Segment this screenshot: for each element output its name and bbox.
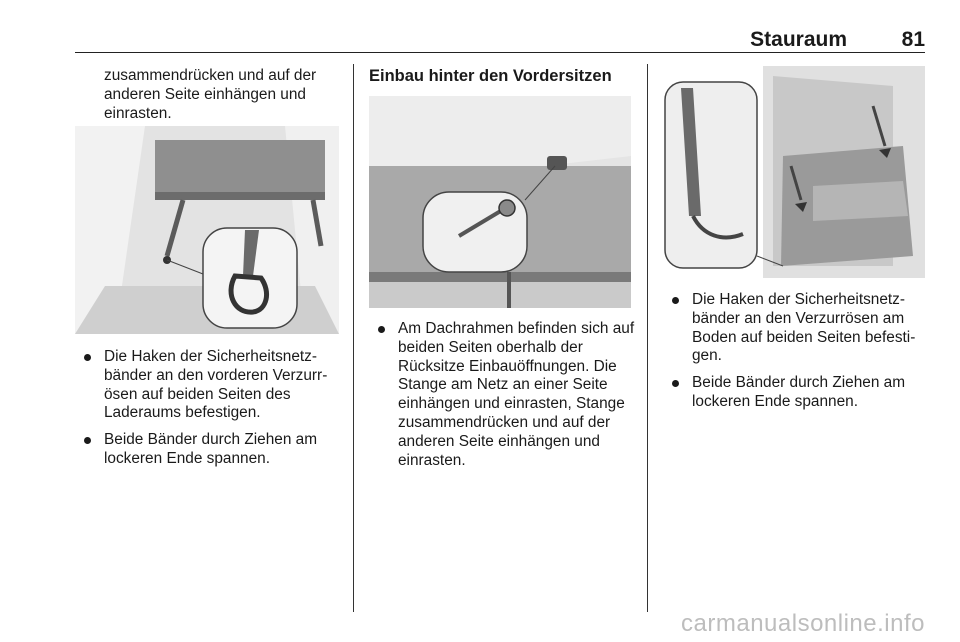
- column-divider-2: [647, 64, 648, 612]
- page-header: [75, 26, 925, 53]
- list-item: Beide Bänder durch Ziehen am lockeren Ende spannen.: [75, 431, 347, 469]
- section-title: Stauraum: [750, 28, 847, 51]
- watermark-text: carmanualsonline.info: [681, 610, 925, 637]
- column3-bullet-list: [663, 291, 925, 420]
- list-item: Die Haken der Sicherheitsnetzbänder an den vorderen Verzurrösen auf beiden Seiten des Laderaums befestigen.: [75, 348, 347, 423]
- figure-cargo-net-rear: [75, 126, 339, 334]
- figure-roof-mount: [369, 96, 631, 308]
- column-divider-1: [353, 64, 354, 612]
- section-heading: Einbau hinter den Vordersitzen: [369, 67, 612, 85]
- column1-bullet-list: [75, 348, 347, 477]
- page-number: 81: [901, 28, 925, 51]
- list-item: Die Haken der Sicherheitsnetzbänder an den Verzurrösen am Boden auf beiden Seiten befestigen.: [663, 291, 925, 366]
- list-item: Am Dachrahmen befinden sich auf beiden Seiten oberhalb der Rücksitze Einbauöffnungen. Die Stange am Netz an einer Seite einhängen und einrasten, Stange zusammendrücken und auf der anderen Seite einhängen und einrasten.: [369, 320, 639, 470]
- figure-floor-anchors: [663, 66, 925, 278]
- intro-paragraph: zusammendrücken und auf der anderen Seite einhängen und einrasten.: [104, 67, 317, 122]
- column2-bullet-list: [369, 320, 639, 478]
- list-item: Beide Bänder durch Ziehen am lockeren Ende spannen.: [663, 374, 925, 412]
